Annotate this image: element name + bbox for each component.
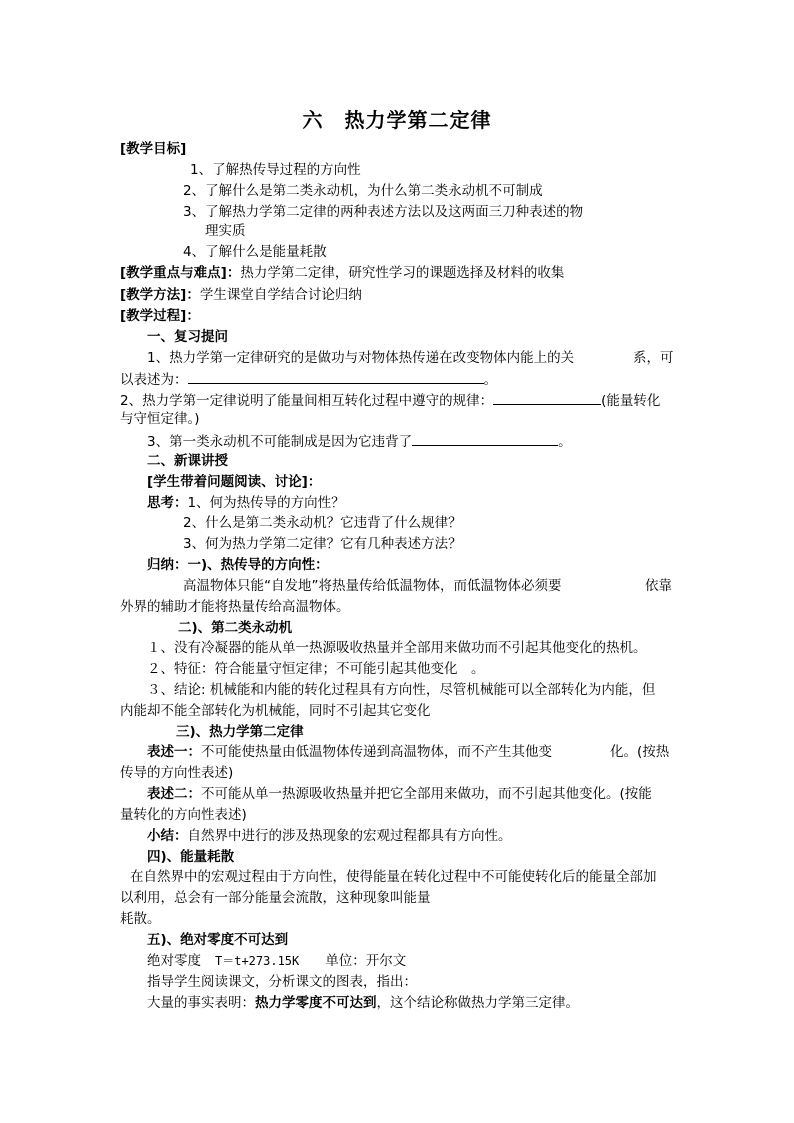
sub4-text-b: 以利用，总会有一部分能量会流散，这种现象叫能量 (120, 890, 431, 906)
subsection-4-heading: 四)、能量耗散 (147, 849, 235, 865)
review-q2-c: 与守恒定律。) (120, 411, 200, 427)
think-label: 思考： (147, 495, 188, 511)
sub5-line3-b: ，这个结论称做热力学第三定律。 (376, 995, 579, 1011)
review-q3-a: 3、第一类永动机不可能制成是因为它违背了 (147, 434, 413, 450)
sub2-item: １、没有冷凝器的能从单一热源吸收热量并全部用来做功而不引起其他变化的热机。 (147, 640, 647, 656)
statement-1-text-c: 传导的方向性表述) (120, 765, 234, 781)
goal-item: 3、了解热力学第二定律的两种表述方法以及这两面三刀种表述的物 (183, 204, 584, 220)
review-q1-b: 系，可 (633, 350, 674, 366)
review-q2-line (120, 390, 660, 410)
review-q1-a: 1、热力学第一定律研究的是做功与对物体热传递在改变物体内能上的关 (147, 350, 575, 366)
subsection-5-heading: 五)、绝对零度不可达到 (147, 932, 289, 948)
sub4-text-a: 在自然界中的宏观过程由于方向性，使得能量在转化过程中不可能使转化后的能量全部加 (130, 869, 657, 885)
sub1-text-b: 依靠 (645, 578, 672, 594)
review-q1-c: 以表述为： (120, 372, 188, 388)
absolute-zero-label: 绝对零度 (147, 953, 201, 969)
absolute-zero-formula: T＝t+273.15K (215, 954, 300, 968)
statement-2-line (147, 785, 652, 803)
subsection-3-heading: 三)、热力学第二定律 (176, 724, 304, 740)
goal-item: 1、了解热传导过程的方向性 (190, 162, 361, 178)
method-heading: [教学方法]： (120, 287, 200, 303)
page-title: 六 热力学第二定律 (302, 108, 492, 132)
think-item: 1、何为热传导的方向性？ (187, 495, 345, 511)
statement-1-text-b: 化。(按热 (610, 744, 670, 760)
review-q3-line (147, 431, 572, 451)
sub2-item: ２、特征：符合能量守恒定律；不可能引起其他变化 。 (147, 661, 485, 677)
think-line (147, 494, 345, 512)
conclusion-label: 小结： (147, 828, 188, 844)
review-q3-end: 。 (558, 434, 572, 450)
statement-1-text: 不可能使热量由低温物体传递到高温物体，而不产生其他变 (201, 744, 552, 760)
key-points-text: 热力学第二定律，研究性学习的课题选择及材料的收集 (240, 265, 565, 281)
process-heading: [教学过程]： (120, 308, 200, 324)
section-new-lesson-heading: 二、新课讲授 (147, 453, 228, 469)
goal-item: 理实质 (205, 223, 246, 239)
method-line (120, 286, 362, 304)
sub4-text-c: 耗散。 (120, 911, 161, 927)
key-points-line (120, 264, 564, 282)
statement-2-text: 不可能从单一热源吸收热量并把它全部用来做功，而不引起其他变化。(按能 (201, 786, 652, 802)
key-points-heading: [教学重点与难点]： (120, 265, 241, 281)
review-q1-line2 (120, 369, 497, 389)
statement-1-label: 表述一： (147, 744, 201, 760)
subsection-2-heading: 二)、第二类永动机 (178, 620, 293, 636)
think-item: 2、什么是第二类永动机？它违背了什么规律？ (183, 515, 462, 531)
answer-blank (493, 390, 601, 405)
answer-blank (188, 369, 484, 384)
conclusion-line (147, 827, 512, 845)
sub5-line3-bold: 热力学零度不可达到 (255, 995, 377, 1011)
sub5-line3-a: 大量的事实表明： (147, 995, 255, 1011)
review-q2-a: 2、热力学第一定律说明了能量间相互转化过程中遵守的规律： (120, 393, 494, 409)
review-q2-b: (能量转化 (601, 393, 661, 409)
conclusion-text: 自然界中进行的涉及热现象的宏观过程都具有方向性。 (187, 828, 512, 844)
method-text: 学生课堂自学结合讨论归纳 (199, 287, 362, 303)
sub2-item-cont: 内能却不能全部转化为机械能，同时不引起其它变化 (120, 703, 431, 719)
summary-label: 归纳： (147, 557, 188, 573)
statement-1-line (147, 743, 552, 761)
goals-heading: [教学目标] (120, 141, 187, 157)
sub1-text-a: 高温物体只能“自发地”将热量传给低温物体，而低温物体必须要 (183, 578, 562, 594)
think-item: 3、何为热力学第二定律？它有几种表述方法？ (183, 536, 462, 552)
sub1-text-c: 外界的辅助才能将热量传给高温物体。 (120, 599, 350, 615)
sub5-line2: 指导学生阅读课文，分析课文的图表，指出： (147, 974, 417, 990)
reading-heading: [学生带着问题阅读、讨论]： (147, 474, 322, 490)
absolute-zero-line (147, 952, 406, 970)
goal-item: 4、了解什么是能量耗散 (183, 244, 327, 260)
answer-blank (412, 431, 558, 446)
statement-2-label: 表述二： (147, 786, 201, 802)
summary-line (147, 556, 329, 574)
goal-item: 2、了解什么是第二类永动机，为什么第二类永动机不可制成 (183, 183, 543, 199)
statement-2-text-c: 量转化的方向性表述) (120, 807, 247, 823)
unit-label: 单位：开尔文 (325, 953, 407, 969)
sub2-item: ３、结论: 机械能和内能的转化过程具有方向性，尽管机械能可以全部转化为内能，但 (147, 682, 656, 698)
section-review-heading: 一、复习提问 (147, 329, 228, 345)
review-q1-end: 。 (483, 372, 497, 388)
sub5-line3 (147, 994, 579, 1012)
subsection-1-heading: 一)、热传导的方向性： (187, 557, 329, 573)
